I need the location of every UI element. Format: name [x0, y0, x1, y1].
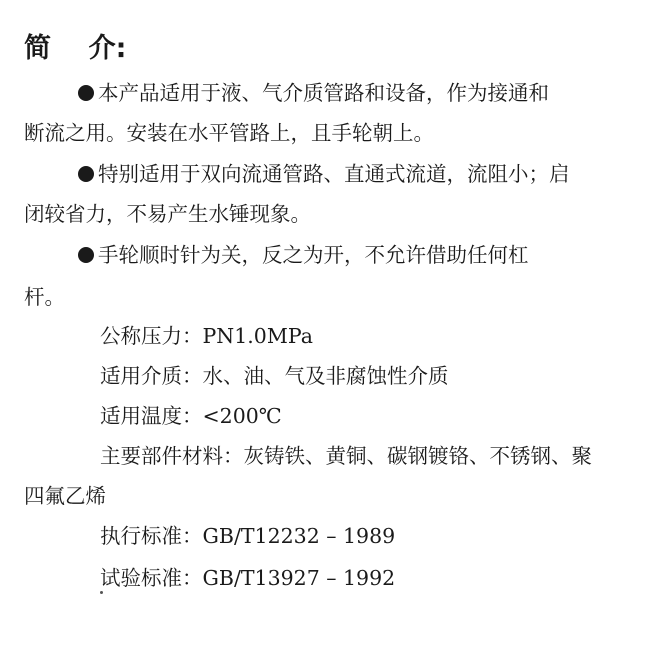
bullet-continuation: 杆。	[24, 285, 65, 309]
spec-materials-continuation: 四氟乙烯	[24, 484, 106, 508]
bullet-dot-icon	[78, 166, 94, 182]
bullet-continuation: 断流之用。安装在水平管路上，且手轮朝上。	[24, 121, 434, 145]
bullet-item-features	[78, 161, 570, 187]
scan-speck	[100, 591, 103, 594]
spec-medium: 适用介质：水、油、气及非腐蚀性介质	[100, 364, 449, 388]
bullet-dot-icon	[78, 247, 94, 263]
spec-temperature: 适用温度：<200℃	[100, 404, 282, 428]
bullet-item-operation	[78, 242, 529, 268]
spec-execution-standard: 执行标准：GB/T12232 – 1989	[100, 524, 396, 548]
bullet-item-usage	[78, 80, 549, 106]
bullet-dot-icon	[78, 85, 94, 101]
bullet-continuation: 闭较省力，不易产生水锤现象。	[24, 202, 311, 226]
spec-nominal-pressure: 公称压力：PN1.0MPa	[100, 324, 313, 348]
section-heading: 简 介:	[24, 33, 127, 64]
bullet-text: 特别适用于双向流通管路、直通式流道，流阻小；启	[98, 162, 570, 186]
bullet-text: 本产品适用于液、气介质管路和设备，作为接通和	[98, 81, 549, 105]
spec-test-standard: 试验标准：GB/T13927 – 1992	[100, 566, 396, 590]
spec-materials: 主要部件材料：灰铸铁、黄铜、碳钢镀铬、不锈钢、聚	[100, 444, 592, 468]
bullet-text: 手轮顺时针为关，反之为开，不允许借助任何杠	[98, 243, 529, 267]
